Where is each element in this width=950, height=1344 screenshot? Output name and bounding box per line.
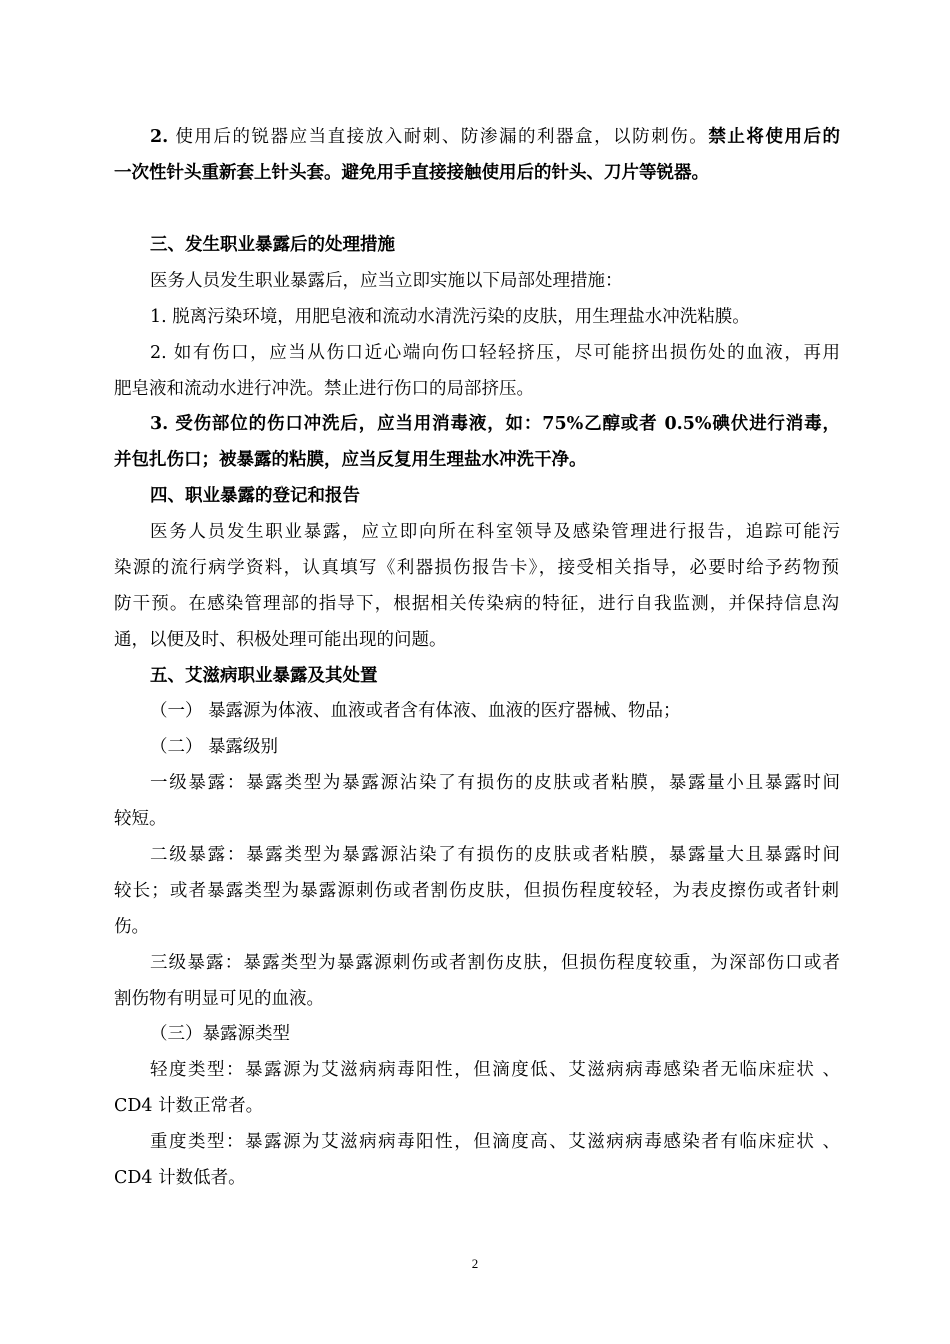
paragraph-sharps-disposal xyxy=(150,125,840,149)
paragraph-line: 医务人员发生职业暴露后，应当立即实施以下局部处理措施： xyxy=(150,271,623,291)
list-item: （一） 暴露源为体液、血液或者含有体液、血液的医疗器械、物品； xyxy=(150,701,681,721)
bold-warning-text: 禁止将使用后的 xyxy=(708,127,841,147)
paragraph-line: 较长；或者暴露类型为暴露源刺伤或者割伤皮肤，但损伤程度较轻，为表皮擦伤或者针刺 xyxy=(114,881,839,901)
paragraph-line: CD4 计数正常者。 xyxy=(114,1096,264,1116)
list-item-bold: 3. 受伤部位的伤口冲洗后，应当用消毒液，如：75%乙醇或者 0.5%碘伏进行消毒， xyxy=(150,414,840,434)
paragraph-line: 一次性针头重新套上针头套。避免用手直接接触使用后的针头、刀片等锐器。 xyxy=(114,163,709,183)
list-item: 1. 脱离污染环境，用肥皂液和流动水清洗污染的皮肤，用生理盐水冲洗粘膜。 xyxy=(150,307,750,327)
paragraph-line: 防干预。在感染管理部的指导下，根据相关传染病的特征，进行自我监测，并保持信息沟 xyxy=(114,594,839,614)
paragraph-line: 二级暴露：暴露类型为暴露源沾染了有损伤的皮肤或者粘膜，暴露量大且暴露时间 xyxy=(150,845,840,865)
paragraph-text: 使用后的锐器应当直接放入耐刺、防渗漏的利器盒，以防刺伤。 xyxy=(175,127,709,147)
paragraph-line: 伤。 xyxy=(114,917,149,937)
list-item: （三）暴露源类型 xyxy=(150,1024,290,1044)
paragraph-line: 染源的流行病学资料，认真填写《利器损伤报告卡》，接受相关指导，必要时给予药物预 xyxy=(114,558,839,578)
paragraph-line: 三级暴露：暴露类型为暴露源刺伤或者割伤皮肤，但损伤程度较重，为深部伤口或者 xyxy=(150,953,840,973)
paragraph-line: 肥皂液和流动水进行冲洗。禁止进行伤口的局部挤压。 xyxy=(114,379,534,399)
list-item: （二） 暴露级别 xyxy=(150,737,279,757)
paragraph-line: 较短。 xyxy=(114,809,167,829)
paragraph-line: 通，以便及时、积极处理可能出现的问题。 xyxy=(114,630,447,650)
page-number: 2 xyxy=(471,1256,479,1271)
paragraph-line: 割伤物有明显可见的血液。 xyxy=(114,989,324,1009)
paragraph-line: 一级暴露：暴露类型为暴露源沾染了有损伤的皮肤或者粘膜，暴露量小且暴露时间 xyxy=(150,773,840,793)
section-heading-3: 三、发生职业暴露后的处理措施 xyxy=(150,235,395,255)
paragraph-line: 轻度类型：暴露源为艾滋病病毒阳性，但滴度低、艾滋病病毒感染者无临床症状 、 xyxy=(150,1060,840,1080)
paragraph-line-bold: 并包扎伤口；被暴露的粘膜，应当反复用生理盐水冲洗干净。 xyxy=(114,450,587,470)
paragraph-line: CD4 计数低者。 xyxy=(114,1168,246,1188)
paragraph-line: 重度类型：暴露源为艾滋病病毒阳性，但滴度高、艾滋病病毒感染者有临床症状 、 xyxy=(150,1132,840,1152)
list-item: 2. 如有伤口，应当从伤口近心端向伤口轻轻挤压，尽可能挤出损伤处的血液，再用 xyxy=(150,343,840,363)
section-heading-5: 五、艾滋病职业暴露及其处置 xyxy=(150,666,378,686)
item-number: 2. xyxy=(150,127,169,147)
paragraph-line: 医务人员发生职业暴露，应立即向所在科室领导及感染管理进行报告，追踪可能污 xyxy=(150,522,840,542)
section-heading-4: 四、职业暴露的登记和报告 xyxy=(150,486,360,506)
